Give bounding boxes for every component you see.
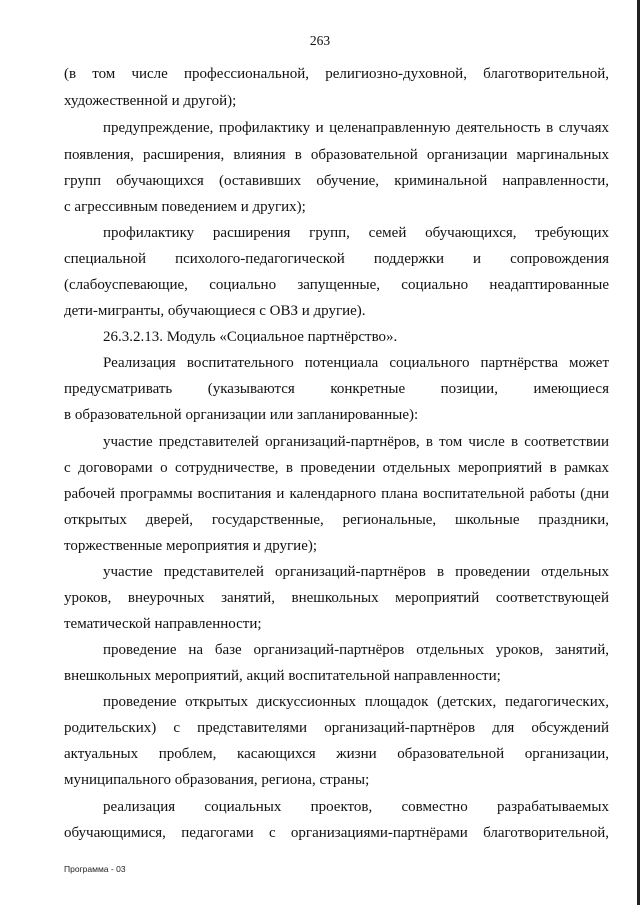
text-line: (в том числе профессиональной, религиозно-духовной, благотворительной, bbox=[64, 66, 609, 82]
text-line: торжественные мероприятия и другие); bbox=[64, 538, 318, 554]
text-line: групп обучающихся (оставивших обучение, криминальной направленности, bbox=[64, 173, 609, 189]
text-line: обучающимися, педагогами с организациями-партнёрами благотворительной, bbox=[64, 825, 609, 841]
text-line: дети-мигранты, обучающиеся с ОВЗ и другие). bbox=[64, 303, 366, 319]
text-line: профилактику расширения групп, семей обучающихся, требующих bbox=[103, 225, 609, 241]
text-line: с агрессивным поведением и других); bbox=[64, 199, 306, 215]
text-line: специальной психолого-педагогической поддержки и сопровождения bbox=[64, 251, 609, 267]
text-line: открытых дверей, государственные, региональные, школьные праздники, bbox=[64, 512, 609, 528]
text-line: внешкольных мероприятий, акций воспитательной направленности; bbox=[64, 668, 501, 684]
text-line: появления, расширения, влияния в образовательной организации маргинальных bbox=[64, 147, 609, 163]
text-line: актуальных проблем, касающихся жизни образовательной организации, bbox=[64, 746, 609, 762]
page-number: 263 bbox=[309, 33, 331, 48]
text-line: художественной и другой); bbox=[64, 93, 237, 109]
text-line: уроков, внеурочных занятий, внешкольных мероприятий соответствующей bbox=[64, 590, 609, 606]
text-line: проведение открытых дискуссионных площадок (детских, педагогических, bbox=[103, 694, 609, 710]
text-line: тематической направленности; bbox=[64, 616, 262, 632]
text-line: реализация социальных проектов, совместно разрабатываемых bbox=[103, 799, 609, 815]
text-line: родительских) с представителями организаций-партнёров для обсуждений bbox=[64, 720, 609, 736]
text-line: рабочей программы воспитания и календарного плана воспитательной работы (дни bbox=[64, 486, 609, 502]
text-line: предусматривать (указываются конкретные позиции, имеющиеся bbox=[64, 381, 609, 397]
text-line: с договорами о сотрудничестве, в проведении отдельных мероприятий в рамках bbox=[64, 460, 609, 476]
footer-label: Программа - 03 bbox=[64, 864, 126, 874]
text-line: участие представителей организаций-партнёров, в том числе в соответствии bbox=[103, 434, 609, 450]
text-line: Реализация воспитательного потенциала социального партнёрства может bbox=[103, 355, 609, 371]
text-line: (слабоуспевающие, социально запущенные, социально неадаптированные bbox=[64, 277, 609, 293]
text-line: проведение на базе организаций-партнёров отдельных уроков, занятий, bbox=[103, 642, 609, 658]
text-line: участие представителей организаций-партнёров в проведении отдельных bbox=[103, 564, 609, 580]
text-line: в образовательной организации или запланированные): bbox=[64, 407, 419, 423]
text-line: муниципального образования, региона, страны; bbox=[64, 772, 370, 788]
text-line: предупреждение, профилактику и целенаправленную деятельность в случаях bbox=[103, 120, 609, 136]
section-heading: 26.3.2.13. Модуль «Социальное партнёрство». bbox=[103, 329, 398, 345]
